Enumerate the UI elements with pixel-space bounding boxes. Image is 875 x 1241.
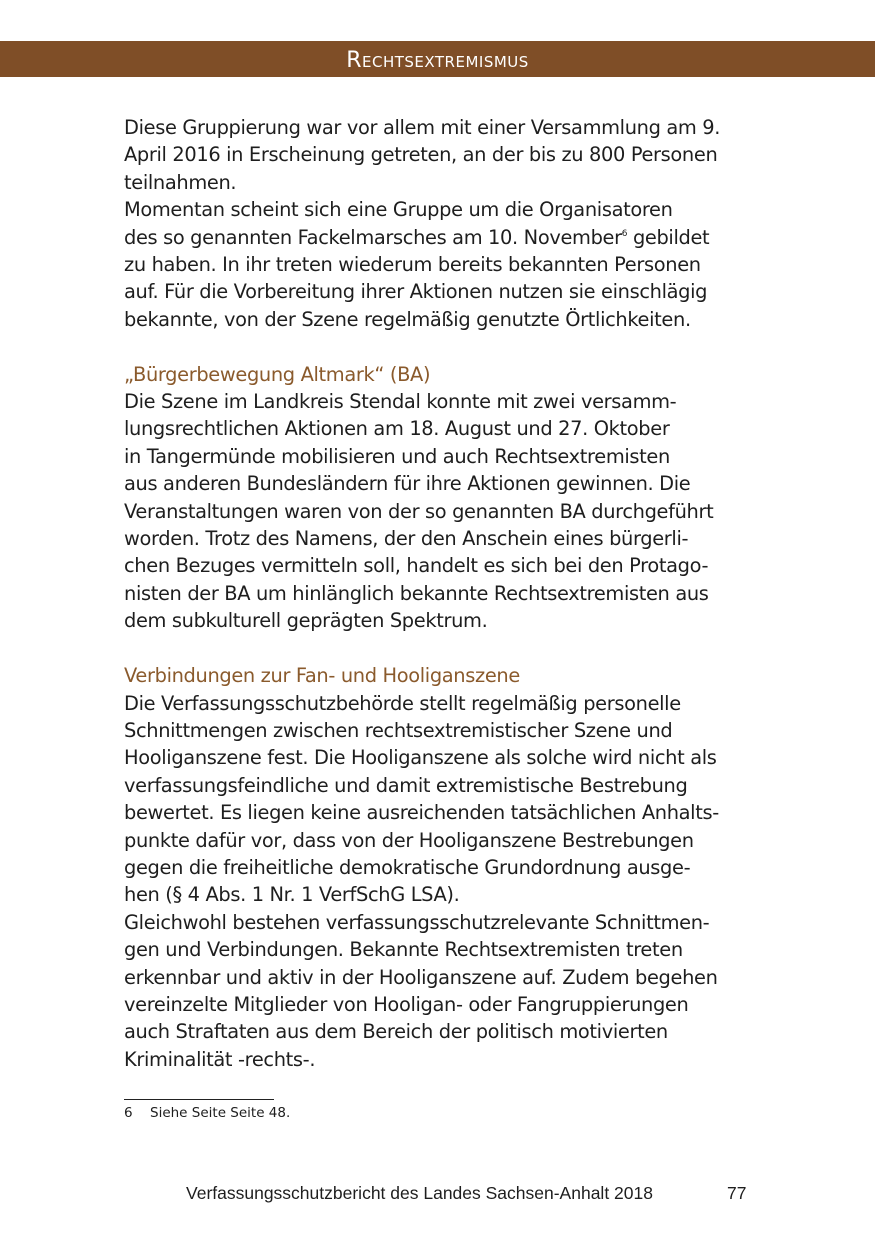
body-line: nisten der BA um hinlänglich bekannte Rechtsextremisten aus <box>124 581 709 605</box>
body-line: Die Verfassungsschutzbehörde stellt regelmäßig personelle <box>124 691 681 715</box>
body-line: zu haben. In ihr treten wiederum bereits bekannten Personen <box>124 253 701 277</box>
footnote-number: 6 <box>124 1105 133 1121</box>
body-line: April 2016 in Erscheinung getreten, an der bis zu 800 Personen <box>124 143 718 167</box>
footnote-text: Siehe Seite Seite 48. <box>150 1105 291 1121</box>
body-line: bewertet. Es liegen keine ausreichenden tatsächlichen Anhalts- <box>124 801 719 825</box>
body-line: auch Straftaten aus dem Bereich der politisch motivierten <box>124 1020 668 1044</box>
page-footer-title: Verfassungsschutzbericht des Landes Sachsen-Anhalt 2018 <box>186 1183 653 1203</box>
body-line: Gleichwohl bestehen verfassungsschutzrelevante Schnittmen- <box>124 910 710 934</box>
body-line: auf. Für die Vorbereitung ihrer Aktionen nutzen sie einschlägig <box>124 280 708 304</box>
body-line-with-footnote <box>124 224 764 251</box>
chapter-title: Rechtsextremismus <box>346 48 529 73</box>
body-line: Schnittmengen zwischen rechtsextremistischer Szene und <box>124 718 673 742</box>
body-line: erkennbar und aktiv in der Hooliganszene auf. Zudem begehen <box>124 965 718 989</box>
body-line: hen (§ 4 Abs. 1 Nr. 1 VerfSchG LSA). <box>124 883 460 907</box>
body-text: gebildet <box>627 225 710 249</box>
body-line: verfassungsfeindliche und damit extremistische Bestrebung <box>124 773 688 797</box>
body-line: lungsrechtlichen Aktionen am 18. August und 27. Oktober <box>124 417 670 441</box>
page-number: 77 <box>727 1183 747 1203</box>
footnote-divider <box>124 1099 274 1100</box>
body-line: worden. Trotz des Namens, der den Anschein eines bürgerli- <box>124 527 689 551</box>
body-line: Diese Gruppierung war vor allem mit einer Versammlung am 9. <box>124 116 721 139</box>
main-text <box>124 114 764 1073</box>
chapter-header-bar <box>0 41 875 77</box>
paragraph-gap <box>124 635 764 662</box>
body-line: gen und Verbindungen. Bekannte Rechtsextremisten treten <box>124 938 683 962</box>
body-line: chen Bezuges vermitteln soll, handelt es sich bei den Protago- <box>124 554 709 578</box>
body-line: vereinzelte Mitglieder von Hooligan- oder Fangruppierungen <box>124 992 689 1016</box>
body-line: Die Szene im Landkreis Stendal konnte mit zwei versamm- <box>124 390 677 414</box>
body-line: bekannte, von der Szene regelmäßig genutzte Örtlichkeiten. <box>124 307 691 331</box>
body-text: des so genannten Fackelmarsches am 10. November <box>124 225 622 249</box>
body-line: Veranstaltungen waren von der so genannten BA durchgeführt <box>124 499 714 523</box>
body-line: Hooliganszene fest. Die Hooliganszene als solche wird nicht als <box>124 746 717 770</box>
body-line: teilnahmen. <box>124 170 237 194</box>
footnote-reference[interactable]: 6 <box>621 228 628 239</box>
body-line: dem subkulturell geprägten Spektrum. <box>124 609 488 633</box>
body-line: punkte dafür vor, dass von der Hooliganszene Bestrebungen <box>124 828 694 852</box>
body-line: Kriminalität -rechts-. <box>124 1047 316 1071</box>
section-heading-buergerbewegung: „Bürgerbewegung Altmark“ (BA) <box>124 362 431 386</box>
body-line: Momentan scheint sich eine Gruppe um die Organisatoren <box>124 198 673 222</box>
section-heading-hooliganszene: Verbindungen zur Fan- und Hooliganszene <box>124 664 520 688</box>
footnote <box>124 1104 290 1122</box>
paragraph-gap <box>124 333 764 360</box>
body-line: in Tangermünde mobilisieren und auch Rechtsextremisten <box>124 444 670 468</box>
body-line: gegen die freiheitliche demokratische Grundordnung ausge- <box>124 855 691 879</box>
body-line: aus anderen Bundesländern für ihre Aktionen gewinnen. Die <box>124 472 691 496</box>
